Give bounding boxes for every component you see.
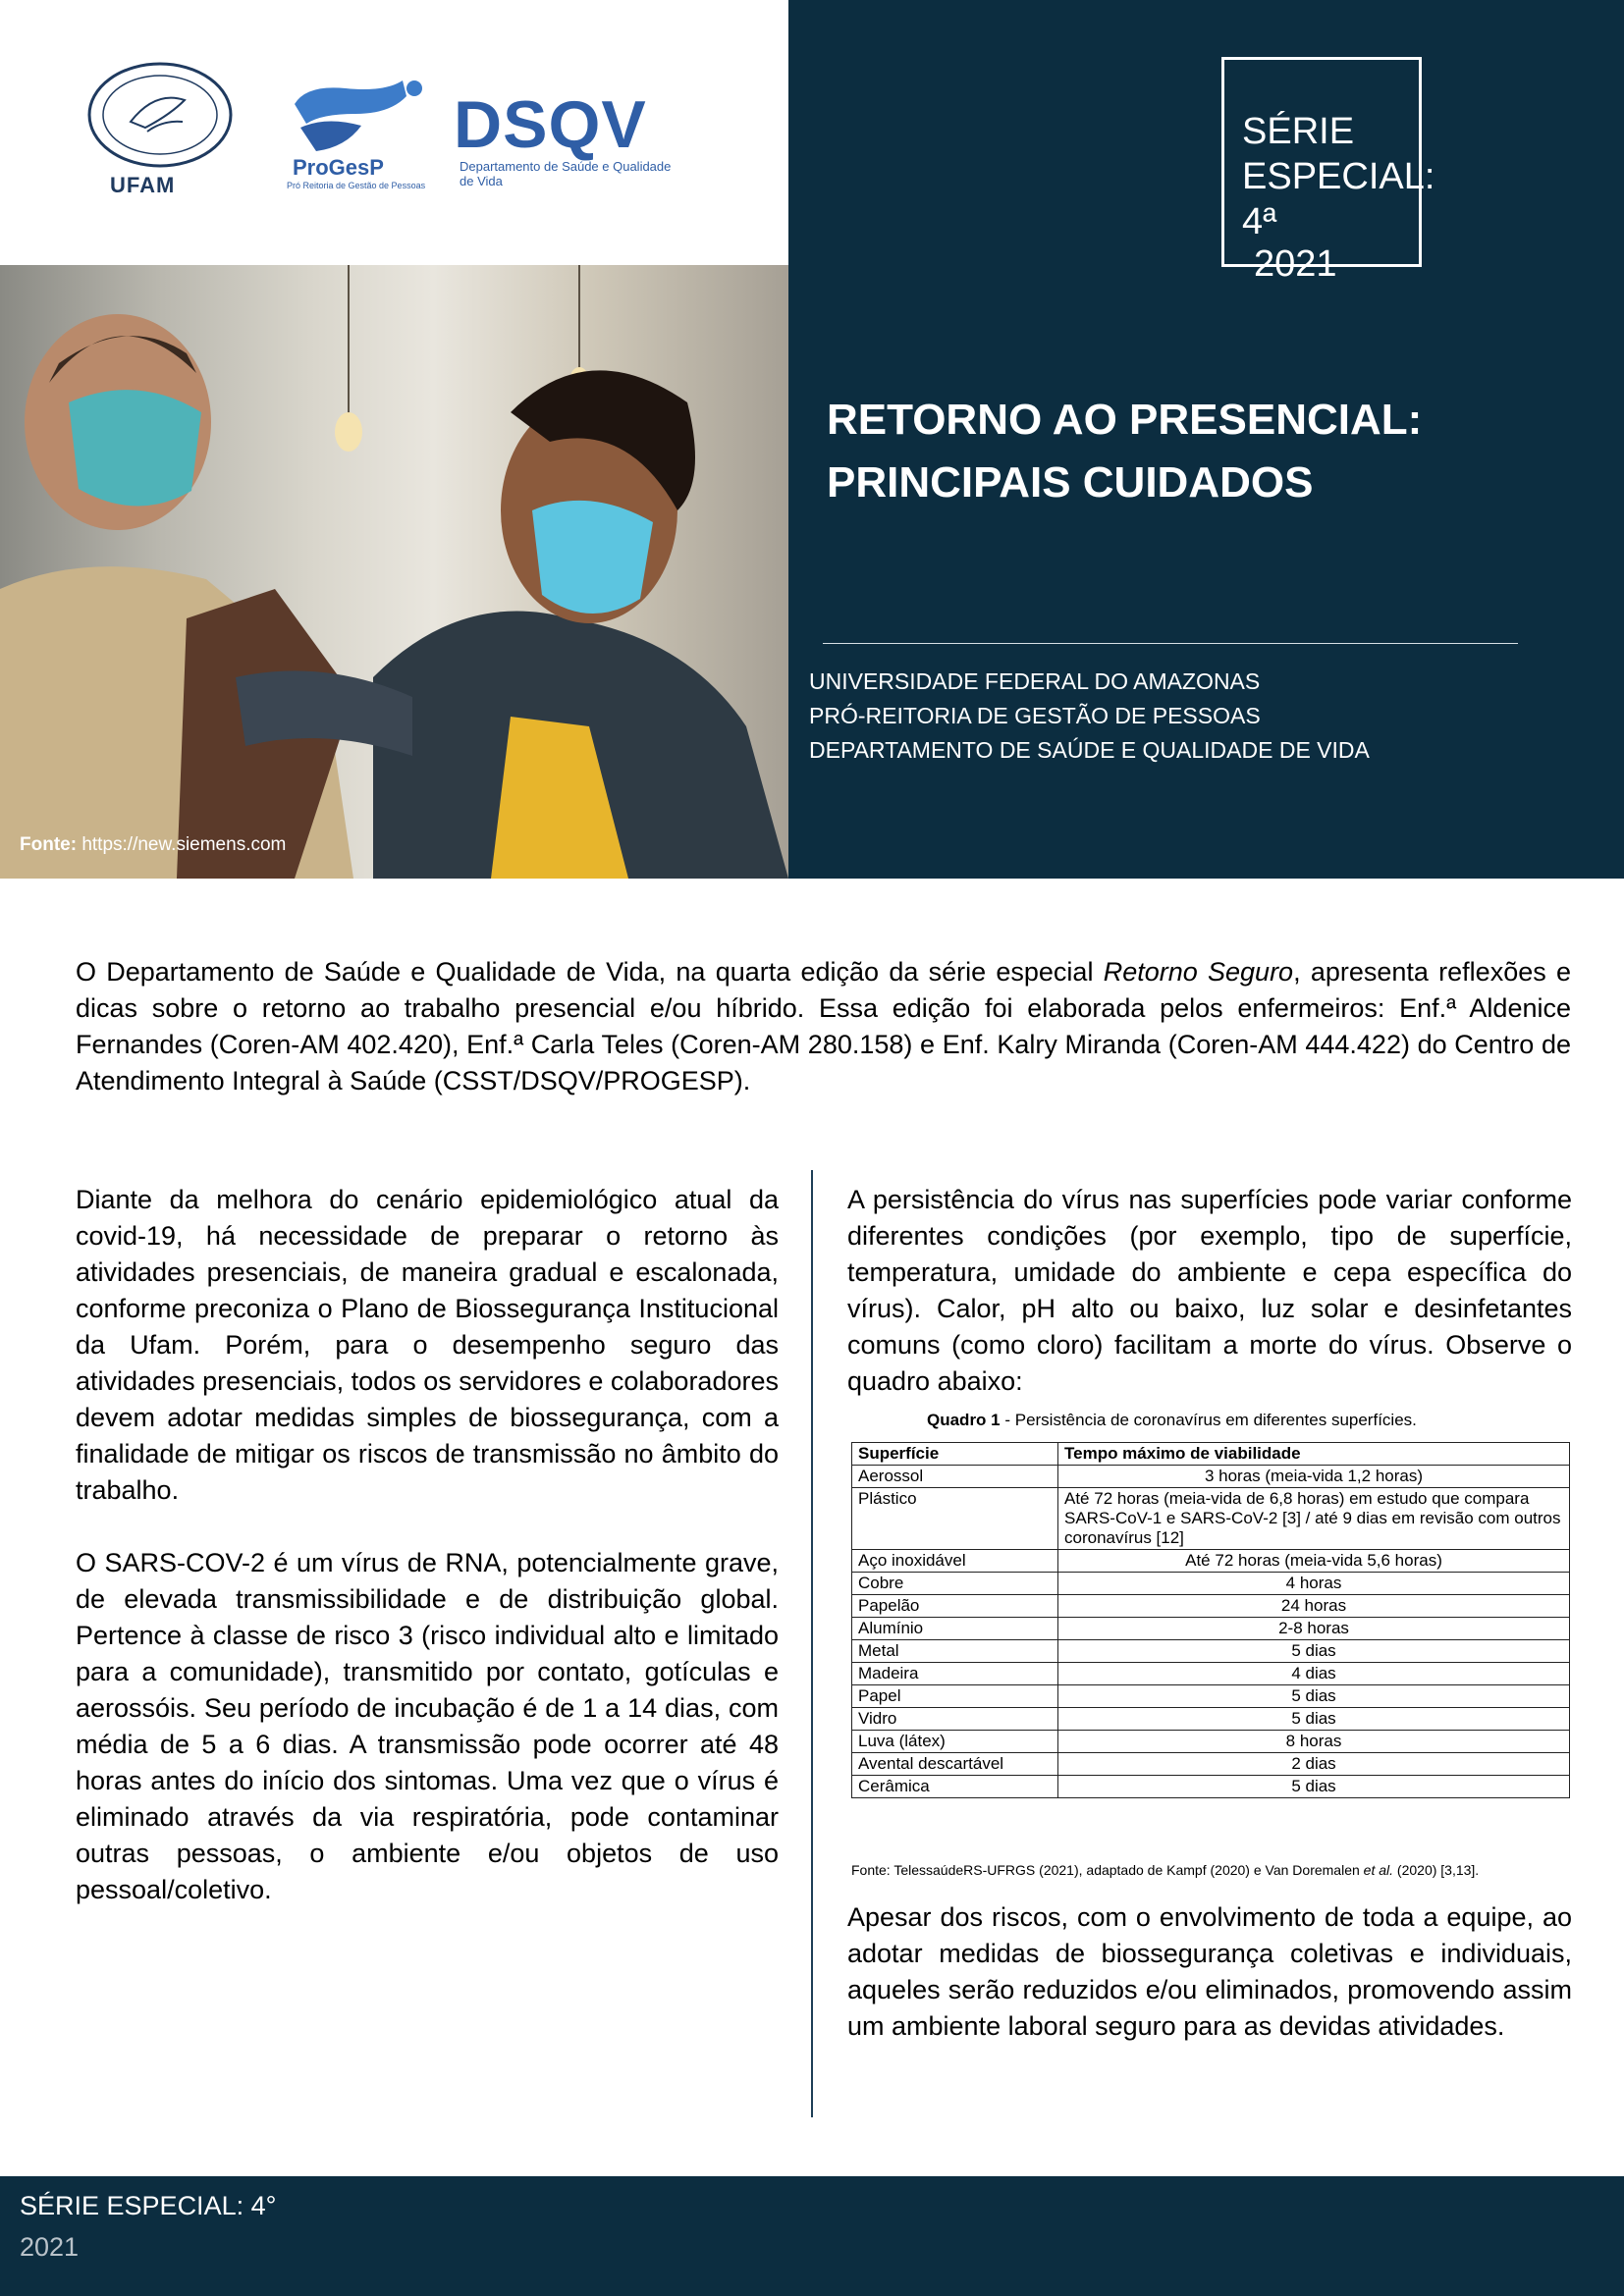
- photo-credit-label: Fonte:: [20, 834, 78, 855]
- header-photo: [0, 265, 788, 879]
- page-title: RETORNO AO PRESENCIAL: PRINCIPAIS CUIDADOS: [827, 396, 1423, 507]
- viability-cell: 4 dias: [1058, 1663, 1570, 1685]
- table-caption: [927, 1411, 1417, 1430]
- surface-cell: Cobre: [852, 1573, 1058, 1595]
- body-paragraph: O SARS-COV-2 é um vírus de RNA, potencialmente grave, de elevada transmissibilidade e de distribuição global. Pertence à classe de risco 3 (risco individual alto e limitado para a comunidade), transmitido por contato, gotículas e aerossóis. Seu período de incubação é de 1 a 14 dias, com média de 5 a 6 dias. A transmissão pode ocorrer até 48 horas antes do início dos sintomas. Uma vez que o vírus é eliminado através da via respiratória, pode contaminar outras pessoas, o ambiente e/ou objetos de uso pessoal/coletivo.: [76, 1548, 779, 1904]
- viability-cell: 8 horas: [1058, 1731, 1570, 1753]
- progesp-logo-subtitle: Pró Reitoria de Gestão de Pessoas: [287, 181, 426, 190]
- intro-text: , apresenta reflexões e dicas sobre o retorno ao trabalho presencial e/ou híbrido. Essa edição foi elaborada pelos enfermeiros: Enf.ª Aldenice Fernandes (Coren-AM 402.420), Enf.ª Carla Teles (Coren-AM 280.158) e Enf. Kalry Miranda (Coren-AM 444.422) do Centro de Atendimento Integral à Saúde (CSST/DSQV/PROGESP).: [76, 957, 1571, 1095]
- photo-credit: [20, 834, 286, 856]
- table-row: [852, 1663, 1570, 1685]
- title-divider: [823, 643, 1518, 644]
- table-row: [852, 1550, 1570, 1573]
- viability-cell: 5 dias: [1058, 1685, 1570, 1708]
- footer-year: 2021: [20, 2232, 80, 2262]
- surface-cell: Avental descartável: [852, 1753, 1058, 1776]
- surface-cell: Madeira: [852, 1663, 1058, 1685]
- institution-line: PRÓ-REITORIA DE GESTÃO DE PESSOAS: [809, 703, 1261, 728]
- right-column-top: [847, 1182, 1572, 1400]
- viability-cell: 5 dias: [1058, 1640, 1570, 1663]
- viability-cell: Até 72 horas (meia-vida de 6,8 horas) em estudo que compara SARS-CoV-1 e SARS-CoV-2 [3] / até 9 dias em revisão com outros coronavírus [12]: [1058, 1488, 1570, 1550]
- surface-cell: Aço inoxidável: [852, 1550, 1058, 1573]
- institution-line: UNIVERSIDADE FEDERAL DO AMAZONAS: [809, 668, 1261, 694]
- surface-cell: Alumínio: [852, 1618, 1058, 1640]
- surface-cell: Cerâmica: [852, 1776, 1058, 1798]
- progesp-logo: [287, 67, 432, 165]
- series-year: 2021: [1254, 243, 1337, 285]
- viability-cell: 2 dias: [1058, 1753, 1570, 1776]
- surface-cell: Aerossol: [852, 1466, 1058, 1488]
- column-header: Tempo máximo de viabilidade: [1058, 1443, 1570, 1466]
- institution-line: DEPARTAMENTO DE SAÚDE E QUALIDADE DE VIDA: [809, 737, 1370, 763]
- table-source-text: (2020) [3,13].: [1393, 1862, 1480, 1878]
- right-column-bottom: [847, 1899, 1572, 2045]
- surface-cell: Metal: [852, 1640, 1058, 1663]
- intro-text: O Departamento de Saúde e Qualidade de Vida, na quarta edição da série especial: [76, 957, 1104, 987]
- surface-cell: Vidro: [852, 1708, 1058, 1731]
- surface-cell: Papel: [852, 1685, 1058, 1708]
- table-row: [852, 1776, 1570, 1798]
- body-paragraph: Diante da melhora do cenário epidemiológico atual da covid-19, há necessidade de preparar o retorno às atividades presenciais, de maneira gradual e escalonada, conforme preconiza o Plano de Biossegurança Institucional da Ufam. Porém, para o desempenho seguro das atividades presenciais, todos os servidores e colaboradores devem adotar medidas simples de biossegurança, com a finalidade de mitigar os riscos de transmissão no âmbito do trabalho.: [76, 1185, 779, 1505]
- ufam-logo-text: UFAM: [110, 173, 176, 197]
- table-header-row: [852, 1443, 1570, 1466]
- dsqv-logo-text: DSQV: [454, 87, 647, 162]
- photo-credit-url: https://new.siemens.com: [81, 834, 287, 855]
- office-elbow-bump-illustration: [0, 265, 788, 879]
- intro-series-name: Retorno Seguro: [1103, 957, 1294, 987]
- table-caption-text: - Persistência de coronavírus em diferentes superfícies.: [1000, 1411, 1417, 1429]
- surface-cell: Plástico: [852, 1488, 1058, 1550]
- table-row: [852, 1488, 1570, 1550]
- viability-cell: 4 horas: [1058, 1573, 1570, 1595]
- table-row: [852, 1573, 1570, 1595]
- column-header: Superfície: [852, 1443, 1058, 1466]
- column-divider: [811, 1170, 813, 2117]
- viability-cell: 5 dias: [1058, 1708, 1570, 1731]
- viability-cell: 2-8 horas: [1058, 1618, 1570, 1640]
- table-row: [852, 1731, 1570, 1753]
- footer-series-label: SÉRIE ESPECIAL: 4°: [20, 2191, 277, 2220]
- body-paragraph: Apesar dos riscos, com o envolvimento de toda a equipe, ao adotar medidas de biossegurança coletivas e individuais, aqueles serão reduzidos e/ou eliminados, promovendo assim um ambiente laboral seguro para as devidas atividades.: [847, 1902, 1572, 2041]
- viability-cell: 24 horas: [1058, 1595, 1570, 1618]
- table-row: [852, 1708, 1570, 1731]
- viability-cell: 3 horas (meia-vida 1,2 horas): [1058, 1466, 1570, 1488]
- viability-cell: 5 dias: [1058, 1776, 1570, 1798]
- table-source-text: Fonte: TelessaúdeRS-UFRGS (2021), adaptado de Kampf (2020) e Van Doremalen: [851, 1862, 1364, 1878]
- table-row: [852, 1618, 1570, 1640]
- viability-cell: Até 72 horas (meia-vida 5,6 horas): [1058, 1550, 1570, 1573]
- left-column: [76, 1182, 779, 1945]
- surface-cell: Luva (látex): [852, 1731, 1058, 1753]
- persistence-table: [851, 1442, 1570, 1798]
- table-source-italic: et al.: [1363, 1862, 1394, 1878]
- table-source: [851, 1862, 1479, 1878]
- ufam-seal-logo: [86, 61, 234, 169]
- dsqv-logo-subtitle: Departamento de Saúde e Qualidade de Vida: [460, 159, 672, 188]
- progesp-logo-text: ProGesP: [293, 155, 384, 180]
- table-row: [852, 1753, 1570, 1776]
- table-row: [852, 1595, 1570, 1618]
- surface-cell: Papelão: [852, 1595, 1058, 1618]
- series-label: SÉRIE ESPECIAL: 4ª: [1242, 111, 1435, 242]
- table-row: [852, 1685, 1570, 1708]
- table-caption-label: Quadro 1: [927, 1411, 1001, 1429]
- body-paragraph: A persistência do vírus nas superfícies pode variar conforme diferentes condições (por exemplo, tipo de superfície, temperatura, umidade do ambiente e cepa específica do vírus). Calor, pH alto ou baixo, luz solar e desinfetantes comuns (como cloro) facilitam a morte do vírus. Observe o quadro abaixo:: [847, 1185, 1572, 1396]
- table-row: [852, 1466, 1570, 1488]
- series-box: [1221, 57, 1435, 285]
- intro-paragraph: [76, 954, 1571, 1099]
- table-row: [852, 1640, 1570, 1663]
- institution-block: [809, 665, 1370, 768]
